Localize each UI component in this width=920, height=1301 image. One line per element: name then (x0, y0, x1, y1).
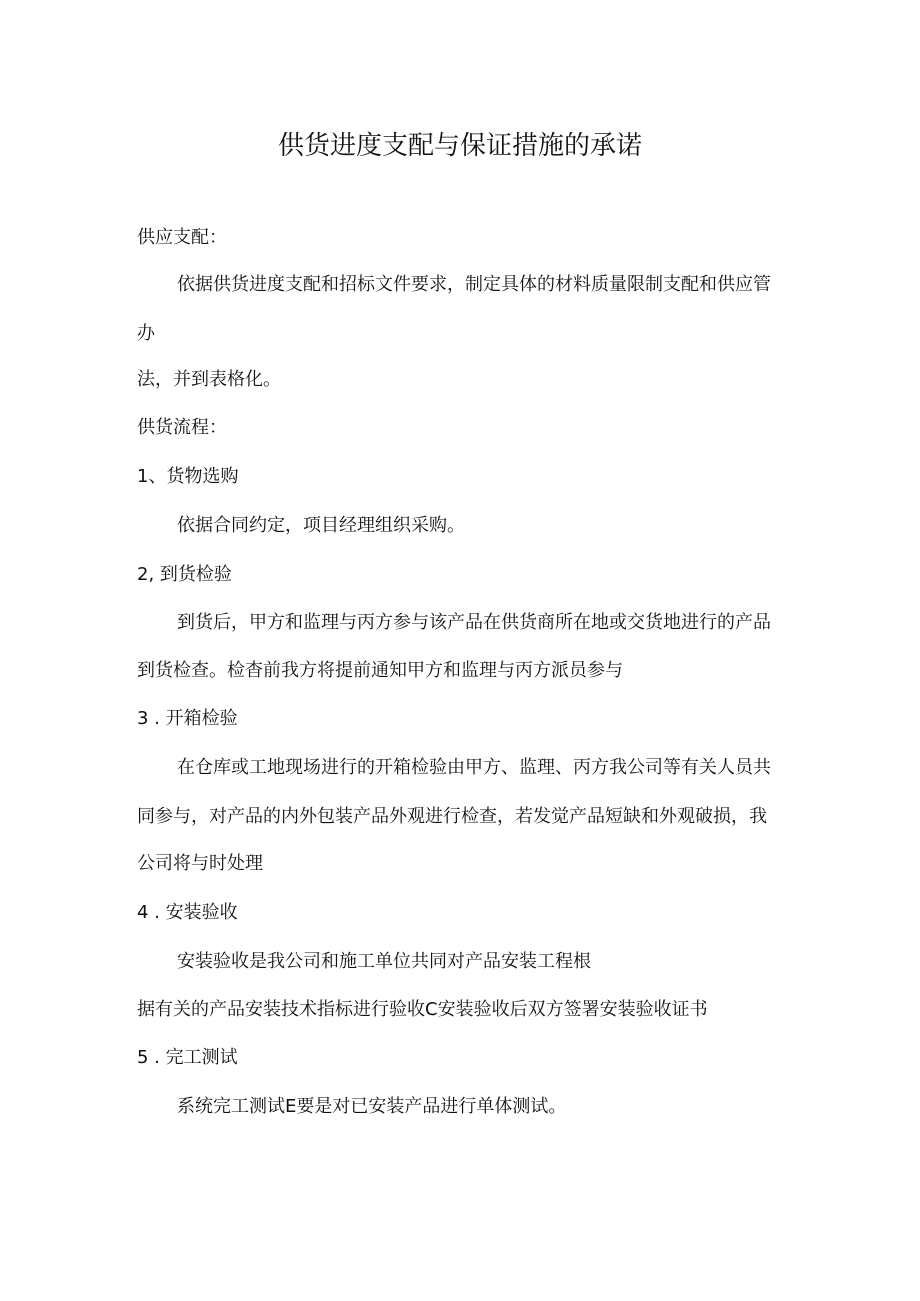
paragraph-line: 在仓库或工地现场进行的开箱检验由甲方、监理、丙方我公司等有关人员共 (177, 757, 771, 778)
paragraph-line: 办 (137, 323, 155, 344)
paragraph-line: 公司将与时处理 (137, 853, 263, 874)
section-heading-supply-process: 供货流程： (137, 417, 227, 438)
paragraph-line: 到货后，甲方和监理与丙方参与该产品在供货商所在地或交货地进行的产品 (177, 612, 771, 633)
paragraph-line: 依据合同约定，项目经理组织采购。 (177, 515, 465, 536)
section-heading-arrival-inspection: 2, 到货检验 (137, 564, 232, 585)
section-heading-supply-plan: 供应支配： (137, 227, 227, 248)
section-heading-installation-acceptance: 4 . 安装验收 (137, 902, 238, 923)
paragraph-line: 依据供货进度支配和招标文件要求，制定具体的材料质量限制支配和供应管 (177, 274, 771, 295)
document-title: 供货进度支配与保证措施的承诺 (277, 131, 642, 161)
section-heading-unpacking-inspection: 3 . 开箱检验 (137, 708, 238, 729)
paragraph-line: 系统完工测试E要是对已安装产品进行单体测试。 (177, 1096, 567, 1117)
paragraph-line: 到货检查。检杳前我方将提前通知甲方和监理与丙方派员参与 (137, 660, 623, 681)
paragraph-line: 据有关的产品安装技术指标进行验收C安装验收后双方签署安装验收证书 (137, 999, 708, 1020)
section-heading-goods-purchase: 1、货物选购 (137, 466, 239, 487)
paragraph-line: 法，并到表格化。 (137, 369, 281, 390)
paragraph-line: 安装验收是我公司和施工单位共同对产品安装工程根 (177, 951, 591, 972)
section-heading-completion-test: 5 . 完工测试 (137, 1047, 238, 1068)
paragraph-line: 同参与，对产品的内外包装产品外观进行检查，若发觉产品短缺和外观破损，我 (137, 806, 767, 827)
